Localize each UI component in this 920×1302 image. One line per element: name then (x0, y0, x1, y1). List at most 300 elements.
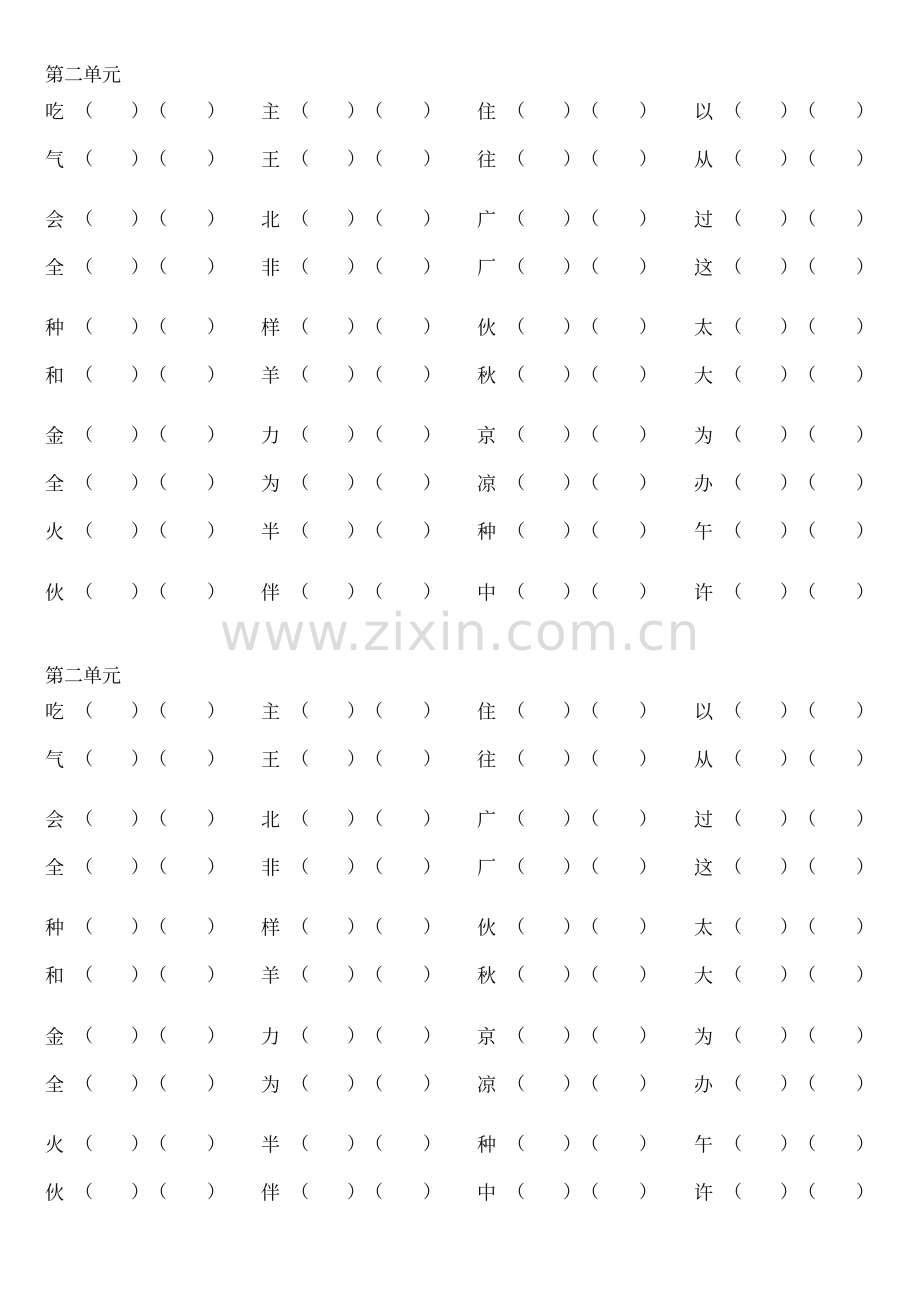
close-bracket: ） (563, 473, 581, 494)
character: 为 (694, 425, 714, 447)
close-bracket: ） (639, 521, 657, 542)
open-bracket: （ (149, 425, 167, 446)
open-bracket: （ (798, 521, 816, 542)
close-bracket: ） (639, 473, 657, 494)
character-entry (261, 1073, 477, 1097)
close-bracket: ） (207, 965, 225, 986)
close-bracket: ） (131, 1074, 149, 1095)
watermark: www.zixin.com.cn (219, 603, 701, 663)
open-bracket: （ (798, 209, 816, 230)
open-bracket: （ (149, 749, 167, 770)
close-bracket: ） (423, 965, 441, 986)
close-bracket: ） (780, 917, 798, 938)
worksheet-row (0, 100, 920, 124)
close-bracket: ） (423, 1182, 441, 1203)
character: 这 (694, 257, 714, 279)
character: 为 (261, 1074, 281, 1096)
character: 种 (477, 521, 497, 543)
open-bracket: （ (581, 701, 599, 722)
open-bracket: （ (507, 209, 525, 230)
open-bracket: （ (798, 809, 816, 830)
open-bracket: （ (365, 1026, 383, 1047)
close-bracket: ） (347, 809, 365, 830)
open-bracket: （ (798, 1026, 816, 1047)
close-bracket: ） (780, 749, 798, 770)
close-bracket: ） (563, 1182, 581, 1203)
open-bracket: （ (507, 965, 525, 986)
character-entry (45, 520, 261, 544)
close-bracket: ） (347, 149, 365, 170)
open-bracket: （ (149, 317, 167, 338)
close-bracket: ） (563, 257, 581, 278)
open-bracket: （ (149, 101, 167, 122)
close-bracket: ） (639, 701, 657, 722)
character-entry (45, 856, 261, 880)
close-bracket: ） (131, 809, 149, 830)
close-bracket: ） (856, 1182, 874, 1203)
character-entry (261, 520, 477, 544)
character-entry (694, 256, 910, 280)
character: 京 (477, 1026, 497, 1048)
character: 太 (694, 917, 714, 939)
character: 伙 (45, 1182, 65, 1204)
close-bracket: ） (131, 1182, 149, 1203)
close-bracket: ） (780, 317, 798, 338)
open-bracket: （ (291, 101, 309, 122)
close-bracket: ） (563, 749, 581, 770)
character: 王 (261, 149, 281, 171)
close-bracket: ） (780, 809, 798, 830)
worksheet-row (0, 424, 920, 448)
close-bracket: ） (347, 749, 365, 770)
close-bracket: ） (780, 209, 798, 230)
character: 办 (694, 473, 714, 495)
character-entry (477, 1025, 693, 1049)
open-bracket: （ (365, 701, 383, 722)
open-bracket: （ (75, 1074, 93, 1095)
character: 全 (45, 473, 65, 495)
close-bracket: ） (639, 1134, 657, 1155)
open-bracket: （ (75, 473, 93, 494)
character: 办 (694, 1074, 714, 1096)
character-entry (694, 472, 910, 496)
character: 金 (45, 425, 65, 447)
close-bracket: ） (347, 209, 365, 230)
character-entry (261, 208, 477, 232)
open-bracket: （ (365, 365, 383, 386)
character: 住 (477, 701, 497, 723)
character-entry (477, 208, 693, 232)
open-bracket: （ (507, 749, 525, 770)
character-entry (694, 916, 910, 940)
close-bracket: ） (856, 257, 874, 278)
open-bracket: （ (365, 521, 383, 542)
character-entry (261, 1025, 477, 1049)
close-bracket: ） (639, 749, 657, 770)
character: 王 (261, 749, 281, 771)
close-bracket: ） (780, 1074, 798, 1095)
open-bracket: （ (75, 425, 93, 446)
open-bracket: （ (724, 965, 742, 986)
open-bracket: （ (365, 582, 383, 603)
character-entry (45, 916, 261, 940)
character-entry (261, 700, 477, 724)
open-bracket: （ (724, 209, 742, 230)
character: 广 (477, 209, 497, 231)
character: 力 (261, 1026, 281, 1048)
close-bracket: ） (639, 257, 657, 278)
open-bracket: （ (507, 521, 525, 542)
character-entry (477, 1181, 693, 1205)
character: 过 (694, 809, 714, 831)
character: 大 (694, 965, 714, 987)
open-bracket: （ (507, 1134, 525, 1155)
character-entry (477, 916, 693, 940)
open-bracket: （ (75, 1134, 93, 1155)
open-bracket: （ (291, 701, 309, 722)
close-bracket: ） (639, 857, 657, 878)
character-entry (45, 1025, 261, 1049)
open-bracket: （ (365, 149, 383, 170)
open-bracket: （ (149, 1134, 167, 1155)
character-entry (45, 1073, 261, 1097)
close-bracket: ） (856, 857, 874, 878)
character: 吃 (45, 101, 65, 123)
open-bracket: （ (75, 809, 93, 830)
open-bracket: （ (149, 365, 167, 386)
open-bracket: （ (75, 1182, 93, 1203)
open-bracket: （ (798, 317, 816, 338)
character: 秋 (477, 965, 497, 987)
open-bracket: （ (507, 365, 525, 386)
open-bracket: （ (291, 582, 309, 603)
open-bracket: （ (798, 1182, 816, 1203)
character: 样 (261, 917, 281, 939)
character-entry (261, 100, 477, 124)
open-bracket: （ (798, 582, 816, 603)
open-bracket: （ (291, 749, 309, 770)
close-bracket: ） (423, 1134, 441, 1155)
open-bracket: （ (291, 917, 309, 938)
close-bracket: ） (639, 1182, 657, 1203)
open-bracket: （ (507, 425, 525, 446)
character: 气 (45, 149, 65, 171)
close-bracket: ） (423, 101, 441, 122)
character-entry (261, 364, 477, 388)
close-bracket: ） (347, 1026, 365, 1047)
open-bracket: （ (581, 365, 599, 386)
open-bracket: （ (149, 809, 167, 830)
open-bracket: （ (507, 149, 525, 170)
open-bracket: （ (291, 209, 309, 230)
close-bracket: ） (207, 582, 225, 603)
close-bracket: ） (207, 365, 225, 386)
close-bracket: ） (563, 1134, 581, 1155)
close-bracket: ） (207, 917, 225, 938)
close-bracket: ） (639, 317, 657, 338)
character-entry (45, 1181, 261, 1205)
close-bracket: ） (856, 473, 874, 494)
close-bracket: ） (207, 1026, 225, 1047)
close-bracket: ） (347, 1182, 365, 1203)
close-bracket: ） (856, 1026, 874, 1047)
open-bracket: （ (365, 809, 383, 830)
character-entry (694, 700, 910, 724)
close-bracket: ） (639, 365, 657, 386)
close-bracket: ） (856, 101, 874, 122)
close-bracket: ） (639, 917, 657, 938)
close-bracket: ） (131, 365, 149, 386)
close-bracket: ） (856, 365, 874, 386)
character: 以 (694, 701, 714, 723)
close-bracket: ） (423, 521, 441, 542)
character: 非 (261, 257, 281, 279)
open-bracket: （ (291, 317, 309, 338)
close-bracket: ） (780, 965, 798, 986)
character-entry (45, 148, 261, 172)
open-bracket: （ (507, 917, 525, 938)
open-bracket: （ (581, 582, 599, 603)
close-bracket: ） (563, 701, 581, 722)
open-bracket: （ (365, 1182, 383, 1203)
open-bracket: （ (291, 809, 309, 830)
character-entry (261, 1181, 477, 1205)
open-bracket: （ (581, 749, 599, 770)
character: 午 (694, 521, 714, 543)
open-bracket: （ (75, 365, 93, 386)
character: 伴 (261, 582, 281, 604)
open-bracket: （ (724, 317, 742, 338)
character-entry (477, 100, 693, 124)
open-bracket: （ (724, 365, 742, 386)
open-bracket: （ (581, 965, 599, 986)
open-bracket: （ (291, 257, 309, 278)
character-entry (477, 1073, 693, 1097)
character-entry (45, 256, 261, 280)
open-bracket: （ (507, 1026, 525, 1047)
open-bracket: （ (365, 1134, 383, 1155)
character: 样 (261, 317, 281, 339)
open-bracket: （ (507, 1074, 525, 1095)
character: 北 (261, 209, 281, 231)
open-bracket: （ (75, 857, 93, 878)
character: 全 (45, 257, 65, 279)
open-bracket: （ (798, 149, 816, 170)
close-bracket: ） (780, 1182, 798, 1203)
open-bracket: （ (75, 317, 93, 338)
character: 中 (477, 582, 497, 604)
character-entry (694, 856, 910, 880)
character-entry (45, 100, 261, 124)
character: 力 (261, 425, 281, 447)
close-bracket: ） (131, 1134, 149, 1155)
character-entry (477, 808, 693, 832)
character-entry (477, 256, 693, 280)
close-bracket: ） (563, 209, 581, 230)
open-bracket: （ (581, 1182, 599, 1203)
section-title: 第二单元 (45, 64, 122, 86)
close-bracket: ） (563, 365, 581, 386)
close-bracket: ） (347, 701, 365, 722)
close-bracket: ） (780, 365, 798, 386)
close-bracket: ） (131, 257, 149, 278)
open-bracket: （ (798, 473, 816, 494)
open-bracket: （ (798, 917, 816, 938)
open-bracket: （ (724, 521, 742, 542)
close-bracket: ） (639, 101, 657, 122)
close-bracket: ） (207, 749, 225, 770)
character-entry (477, 148, 693, 172)
open-bracket: （ (581, 425, 599, 446)
character-entry (694, 1073, 910, 1097)
character-entry (694, 808, 910, 832)
open-bracket: （ (149, 209, 167, 230)
worksheet-row (0, 1025, 920, 1049)
character-entry (694, 208, 910, 232)
worksheet-row (0, 964, 920, 988)
close-bracket: ） (423, 473, 441, 494)
worksheet-row (0, 748, 920, 772)
worksheet-row (0, 1133, 920, 1157)
close-bracket: ） (207, 149, 225, 170)
character-entry (694, 148, 910, 172)
close-bracket: ） (423, 425, 441, 446)
close-bracket: ） (563, 1074, 581, 1095)
close-bracket: ） (780, 1134, 798, 1155)
open-bracket: （ (291, 149, 309, 170)
character-entry (45, 700, 261, 724)
character-entry (45, 364, 261, 388)
close-bracket: ） (207, 257, 225, 278)
close-bracket: ） (423, 749, 441, 770)
open-bracket: （ (291, 1026, 309, 1047)
character-entry (261, 916, 477, 940)
close-bracket: ） (563, 857, 581, 878)
open-bracket: （ (365, 917, 383, 938)
close-bracket: ） (639, 965, 657, 986)
open-bracket: （ (291, 857, 309, 878)
open-bracket: （ (149, 473, 167, 494)
worksheet-row (0, 256, 920, 280)
close-bracket: ） (856, 809, 874, 830)
open-bracket: （ (507, 473, 525, 494)
close-bracket: ） (856, 1074, 874, 1095)
open-bracket: （ (581, 1074, 599, 1095)
open-bracket: （ (365, 473, 383, 494)
close-bracket: ） (347, 473, 365, 494)
close-bracket: ） (207, 701, 225, 722)
close-bracket: ） (780, 149, 798, 170)
open-bracket: （ (291, 365, 309, 386)
character-entry (694, 424, 910, 448)
close-bracket: ） (780, 1026, 798, 1047)
open-bracket: （ (724, 425, 742, 446)
close-bracket: ） (780, 473, 798, 494)
close-bracket: ） (423, 1074, 441, 1095)
open-bracket: （ (798, 965, 816, 986)
open-bracket: （ (507, 701, 525, 722)
character-entry (477, 424, 693, 448)
character-entry (477, 472, 693, 496)
character-entry (45, 424, 261, 448)
close-bracket: ） (131, 521, 149, 542)
character: 和 (45, 365, 65, 387)
worksheet-row (0, 520, 920, 544)
close-bracket: ） (423, 917, 441, 938)
character: 种 (45, 317, 65, 339)
character: 往 (477, 749, 497, 771)
character-entry (261, 748, 477, 772)
close-bracket: ） (423, 809, 441, 830)
open-bracket: （ (581, 917, 599, 938)
open-bracket: （ (507, 809, 525, 830)
worksheet-row (0, 316, 920, 340)
worksheet-row (0, 916, 920, 940)
character: 羊 (261, 365, 281, 387)
open-bracket: （ (149, 521, 167, 542)
open-bracket: （ (724, 701, 742, 722)
character-entry (477, 856, 693, 880)
worksheet-row (0, 581, 920, 605)
close-bracket: ） (856, 209, 874, 230)
open-bracket: （ (724, 917, 742, 938)
open-bracket: （ (798, 425, 816, 446)
open-bracket: （ (507, 1182, 525, 1203)
character-entry (45, 748, 261, 772)
open-bracket: （ (724, 857, 742, 878)
close-bracket: ） (347, 917, 365, 938)
worksheet-row (0, 1073, 920, 1097)
close-bracket: ） (347, 521, 365, 542)
character-entry (45, 808, 261, 832)
close-bracket: ） (131, 317, 149, 338)
character-entry (694, 100, 910, 124)
close-bracket: ） (207, 1074, 225, 1095)
character-entry (694, 1133, 910, 1157)
close-bracket: ） (207, 1134, 225, 1155)
character-entry (694, 581, 910, 605)
close-bracket: ） (780, 257, 798, 278)
character: 从 (694, 749, 714, 771)
close-bracket: ） (131, 425, 149, 446)
close-bracket: ） (131, 917, 149, 938)
character-entry (45, 1133, 261, 1157)
open-bracket: （ (798, 257, 816, 278)
open-bracket: （ (581, 149, 599, 170)
close-bracket: ） (563, 917, 581, 938)
open-bracket: （ (581, 1134, 599, 1155)
open-bracket: （ (75, 149, 93, 170)
character-entry (261, 856, 477, 880)
close-bracket: ） (423, 149, 441, 170)
open-bracket: （ (149, 1182, 167, 1203)
character-entry (45, 208, 261, 232)
close-bracket: ） (207, 473, 225, 494)
open-bracket: （ (365, 965, 383, 986)
close-bracket: ） (347, 317, 365, 338)
character-entry (477, 964, 693, 988)
close-bracket: ） (347, 857, 365, 878)
close-bracket: ） (423, 701, 441, 722)
open-bracket: （ (149, 917, 167, 938)
open-bracket: （ (507, 257, 525, 278)
close-bracket: ） (347, 1134, 365, 1155)
close-bracket: ） (131, 965, 149, 986)
open-bracket: （ (365, 857, 383, 878)
character: 羊 (261, 965, 281, 987)
character: 金 (45, 1026, 65, 1048)
open-bracket: （ (365, 101, 383, 122)
